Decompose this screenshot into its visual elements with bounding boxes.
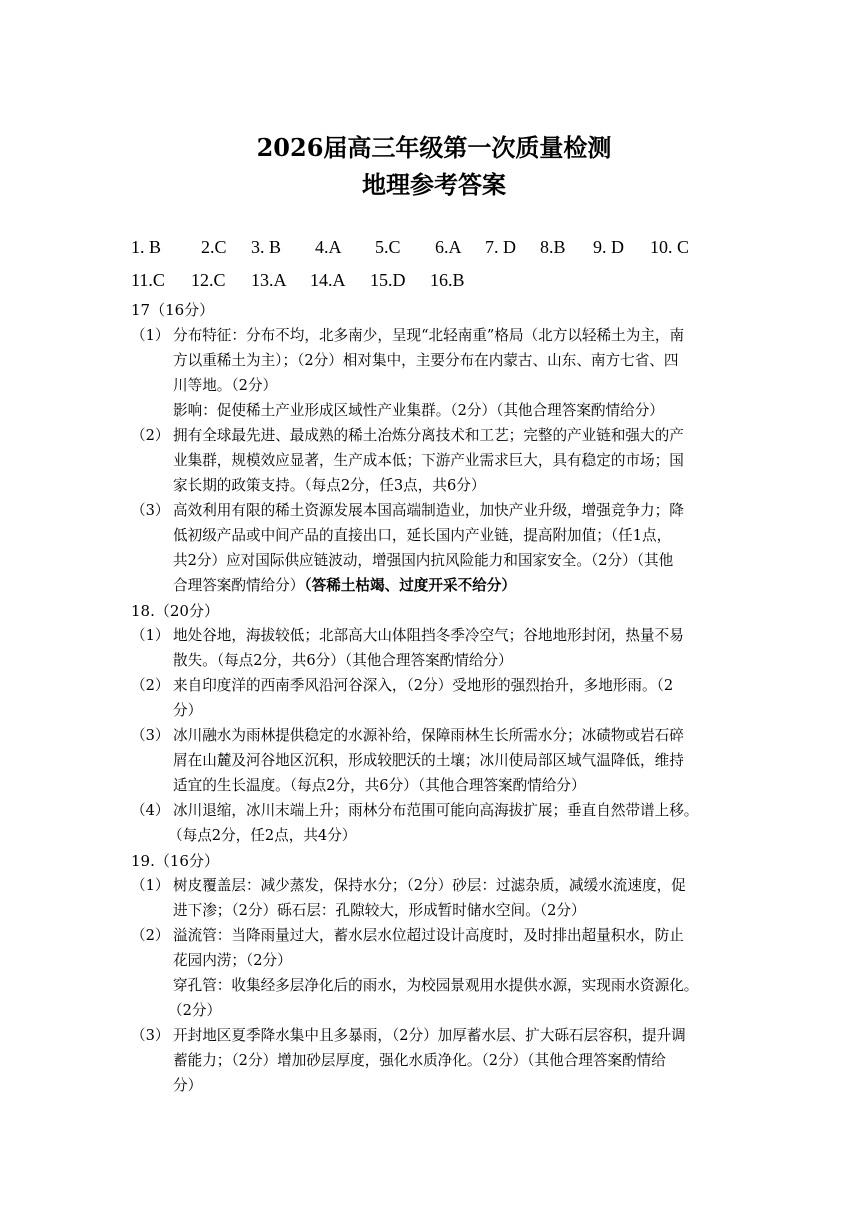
question-heading: 18.（20分） [131,602,219,620]
mcq-answer: 13.A [251,270,287,290]
answer-line: 影响：促使稀土产业形成区域性产业集群。（2分）（其他合理答案酌情给分） [173,402,664,419]
answer-line: 散失。（每点2分，共6分）（其他合理答案酌情给分） [173,652,513,669]
answer-line: 地处谷地，海拔较低；北部高大山体阻挡冬季冷空气；谷地地形封闭，热量不易 [173,627,684,644]
answer-line: 树皮覆盖层：减少蒸发，保持水分；（2分）砂层：过滤杂质，减缓水流速度，促 [173,877,686,894]
answer-line: 低初级产品或中间产品的直接出口，延长国内产业链，提高附加值；（任1点， [173,527,672,544]
mcq-answer: 2.C [201,237,227,257]
answer-line: 家长期的政策支持。（每点2分，任3点，共6分） [173,477,486,494]
answer-line: 方以重稀土为主）；（2分）相对集中，主要分布在内蒙古、山东、南方七省、四 [173,352,679,369]
part-number: （3） [131,727,170,744]
part-number: （2） [131,677,170,694]
part-number: （2） [131,927,170,944]
mcq-answer: 10. C [650,237,690,257]
answer-line: （每点2分，任2点，共4分） [168,827,357,844]
part-number: （1） [131,327,170,344]
part-number: （2） [131,427,170,444]
part-number: （4） [131,802,170,819]
part-number: （1） [131,627,170,644]
answer-line: 共2分）应对国际供应链波动，增强国内抗风险能力和国家安全。（2分）（其他 [173,552,674,569]
mcq-answer: 4.A [315,237,342,257]
mcq-answer: 12.C [191,270,226,290]
mcq-answer: 5.C [375,237,401,257]
part-number: （3） [131,502,170,519]
answer-line: （2分） [168,1002,222,1019]
answer-line: 进下渗；（2分）砾石层：孔隙较大，形成暂时储水空间。（2分） [173,902,586,919]
answer-line: 屑在山麓及河谷地区沉积，形成较肥沃的土壤；冰川使局部区域气温降低，维持 [173,752,684,769]
answer-line: 穿孔管：收集经多层净化后的雨水，为校园景观用水提供水源，实现雨水资源化。 [173,977,699,994]
mcq-answer: 1. B [131,237,162,257]
answer-line: 适宜的生长温度。（每点2分，共6分）（其他合理答案酌情给分） [173,777,586,794]
mcq-answer: 6.A [435,237,462,257]
answer-line: 花园内涝；（2分） [173,952,292,969]
answer-line: 溢流管：当降雨量过大，蓄水层水位超过设计高度时，及时排出超量积水，防止 [173,927,684,944]
answer-line: 蓄能力；（2分）增加砂层厚度，强化水质净化。（2分）（其他合理答案酌情给 [173,1052,666,1069]
answer-line: 分） [173,702,203,719]
mcq-answer: 8.B [540,237,566,257]
mcq-answer: 16.B [430,270,465,290]
part-number: （3） [131,1027,170,1044]
mcq-answer: 3. B [251,237,282,257]
answer-line: 开封地区夏季降水集中且多暴雨，（2分）加厚蓄水层、扩大砾石层容积，提升调 [173,1027,686,1044]
question-heading: 19.（16分） [131,852,219,870]
answer-line: 川等地。（2分） [173,377,278,394]
answer-line: 来自印度洋的西南季风沿河谷深入，（2分）受地形的强烈抬升，多地形雨。（2 [173,677,674,694]
answer-line: 冰川融水为雨林提供稳定的水源补给，保障雨林生长所需水分；冰碛物或岩石碎 [173,727,684,744]
answer-line [173,574,516,598]
answer-line: 分布特征：分布不均，北多南少，呈现“北轻南重”格局（北方以轻稀土为主，南 [173,327,685,344]
exam-title: 2026届高三年级第一次质量检测 [256,133,612,162]
answer-text: 合理答案酌情给分） [173,577,305,594]
exam-subtitle: 地理参考答案 [362,170,506,199]
mcq-answer: 15.D [370,270,406,290]
answer-line: 高效利用有限的稀土资源发展本国高端制造业，加快产业升级，增强竞争力；降 [173,502,684,519]
question-heading: 17（16分） [131,301,215,319]
answer-line: 拥有全球最先进、最成熟的稀土冶炼分离技术和工艺；完整的产业链和强大的产 [173,427,684,444]
mcq-answer: 9. D [593,237,624,257]
answer-line: 分） [173,1077,203,1094]
mcq-answer: 14.A [310,270,346,290]
scoring-note: （答稀土枯竭、过度开采不给分） [304,577,516,594]
mcq-answer: 11.C [131,270,165,290]
part-number: （1） [131,877,170,894]
answer-line: 冰川退缩，冰川末端上升；雨林分布范围可能向高海拔扩展；垂直自然带谱上移。 [173,802,699,819]
answer-line: 业集群，规模效应显著，生产成本低；下游产业需求巨大，具有稳定的市场；国 [173,452,684,469]
mcq-answer: 7. D [485,237,516,257]
